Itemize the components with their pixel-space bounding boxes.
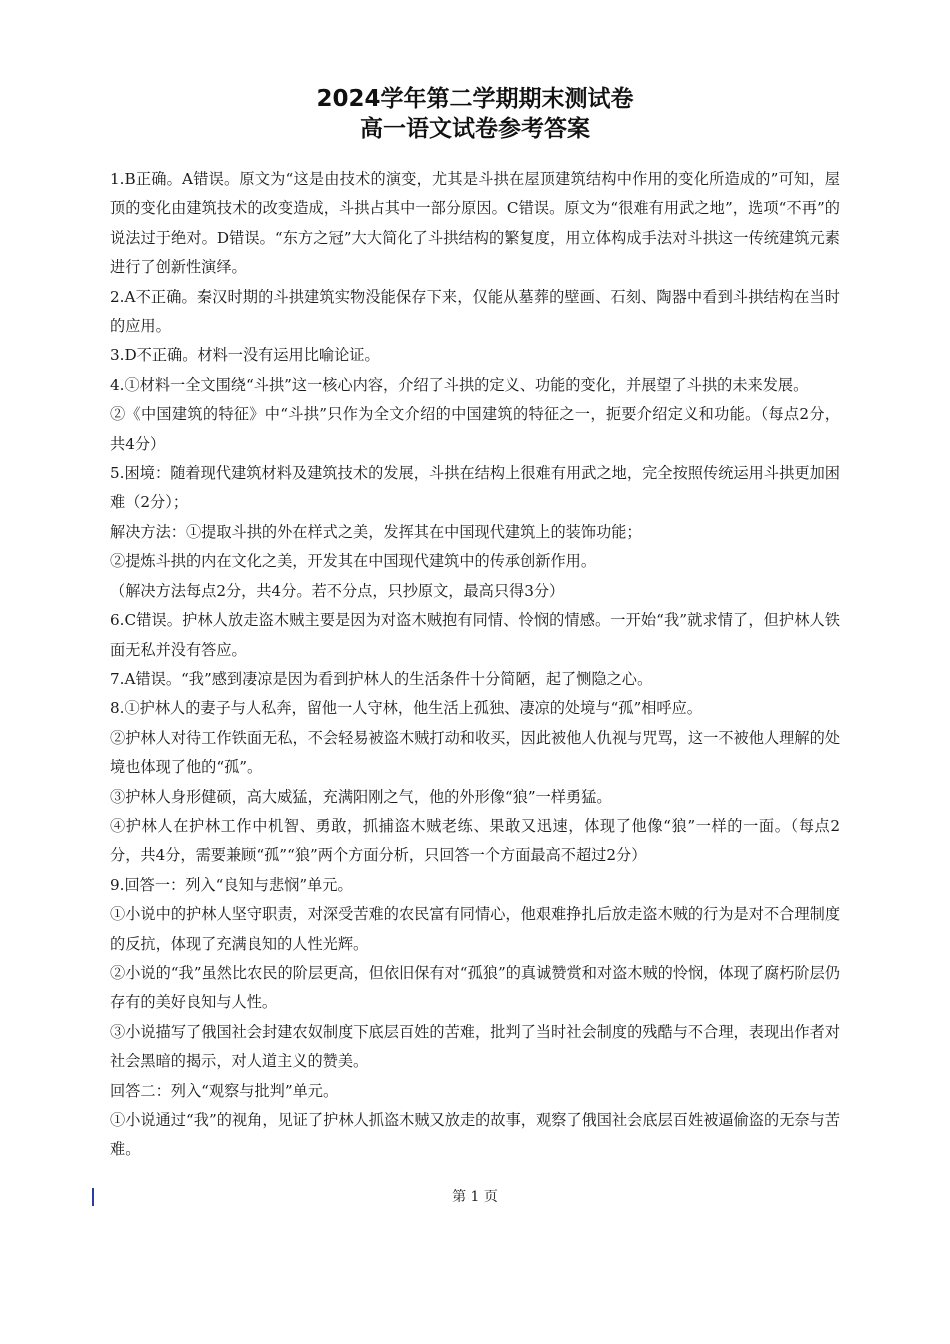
page-number: 第 1 页 <box>452 1189 498 1205</box>
answer-paragraph: 回答二：列入“观察与批判”单元。 <box>110 1081 339 1100</box>
answer-content <box>110 165 840 1165</box>
answer-paragraph: 9.回答一：列入“良知与悲悯”单元。 <box>110 875 353 894</box>
answer-paragraph: ①小说通过“我”的视角，见证了护林人抓盗木贼又放走的故事，观察了俄国社会底层百姓被逼偷盗的无奈与苦难。 <box>110 1111 840 1159</box>
exam-title: 2024学年第二学期期末测试卷 <box>316 86 634 112</box>
answer-paragraph: 6.C错误。护林人放走盗木贼主要是因为对盗木贼抱有同情、怜悯的情感。一开始“我”就求情了，但护林人铁面无私并没有答应。 <box>110 611 840 659</box>
answer-paragraph: ③护林人身形健硕，高大威猛，充满阳刚之气，他的外形像“狼”一样勇猛。 <box>110 787 612 806</box>
answer-paragraph: （解决方法每点2分，共4分。若不分点，只抄原文，最高只得3分） <box>110 581 565 600</box>
title-block <box>0 84 950 144</box>
answer-paragraph: ④护林人在护林工作中机智、勇敢，抓捕盗木贼老练、果敢又迅速，体现了他像“狼”一样的一面。（每点2分，共4分，需要兼顾“孤”“狼”两个方面分析，只回答一个方面最高不超过2分） <box>110 816 840 865</box>
answer-paragraph: ①小说中的护林人坚守职责，对深受苦难的农民富有同情心，他艰难挣扎后放走盗木贼的行为是对不合理制度的反抗，体现了充满良知的人性光辉。 <box>110 905 840 953</box>
answer-paragraph: ②《中国建筑的特征》中“斗拱”只作为全文介绍的中国建筑的特征之一，扼要介绍定义和功能。（每点2分，共4分） <box>110 405 840 453</box>
answer-paragraph: 2.A不正确。秦汉时期的斗拱建筑实物没能保存下来，仅能从墓葬的壁画、石刻、陶器中看到斗拱结构在当时的应用。 <box>110 287 840 336</box>
answer-paragraph: 8.①护林人的妻子与人私奔，留他一人守林，他生活上孤独、凄凉的处境与“孤”相呼应。 <box>110 699 702 718</box>
answer-paragraph: 1.B正确。A错误。原文为“这是由技术的演变，尤其是斗拱在屋顶建筑结构中作用的变化所造成的”可知，屋顶的变化由建筑技术的改变造成，斗拱占其中一部分原因。C错误。原文为“很难有用武之地”，选项“不再”的说法过于绝对。D错误。“东方之冠”大大简化了斗拱结构的繁复度，用立体构成手法对斗拱这一传统建筑元素进行了创新性演绎。 <box>110 170 840 277</box>
answer-paragraph: 4.①材料一全文围绕“斗拱”这一核心内容，介绍了斗拱的定义、功能的变化，并展望了斗拱的未来发展。 <box>110 375 809 394</box>
answer-key-title: 高一语文试卷参考答案 <box>360 116 590 142</box>
answer-paragraph: ③小说描写了俄国社会封建农奴制度下底层百姓的苦难，批判了当时社会制度的残酷与不合理，表现出作者对社会黑暗的揭示，对人道主义的赞美。 <box>110 1022 840 1071</box>
answer-paragraph: 3.D不正确。材料一没有运用比喻论证。 <box>110 346 380 365</box>
answer-paragraph: ②提炼斗拱的内在文化之美，开发其在中国现代建筑中的传承创新作用。 <box>110 552 596 571</box>
answer-paragraph: 7.A错误。“我”感到凄凉是因为看到护林人的生活条件十分简陋，起了恻隐之心。 <box>110 669 653 688</box>
answer-paragraph: ②护林人对待工作铁面无私，不会轻易被盗木贼打动和收买，因此被他人仇视与咒骂，这一不被他人理解的处境也体现了他的“孤”。 <box>110 728 840 777</box>
answer-paragraph: ②小说的“我”虽然比农民的阶层更高，但依旧保有对“孤狼”的真诚赞赏和对盗木贼的怜悯，体现了腐朽阶层仍存有的美好良知与人性。 <box>110 963 840 1012</box>
answer-paragraph: 解决方法：①提取斗拱的外在样式之美，发挥其在中国现代建筑上的装饰功能； <box>110 522 642 541</box>
answer-paragraph: 5.困境：随着现代建筑材料及建筑技术的发展，斗拱在结构上很难有用武之地，完全按照传统运用斗拱更加困难（2分）； <box>110 464 840 512</box>
